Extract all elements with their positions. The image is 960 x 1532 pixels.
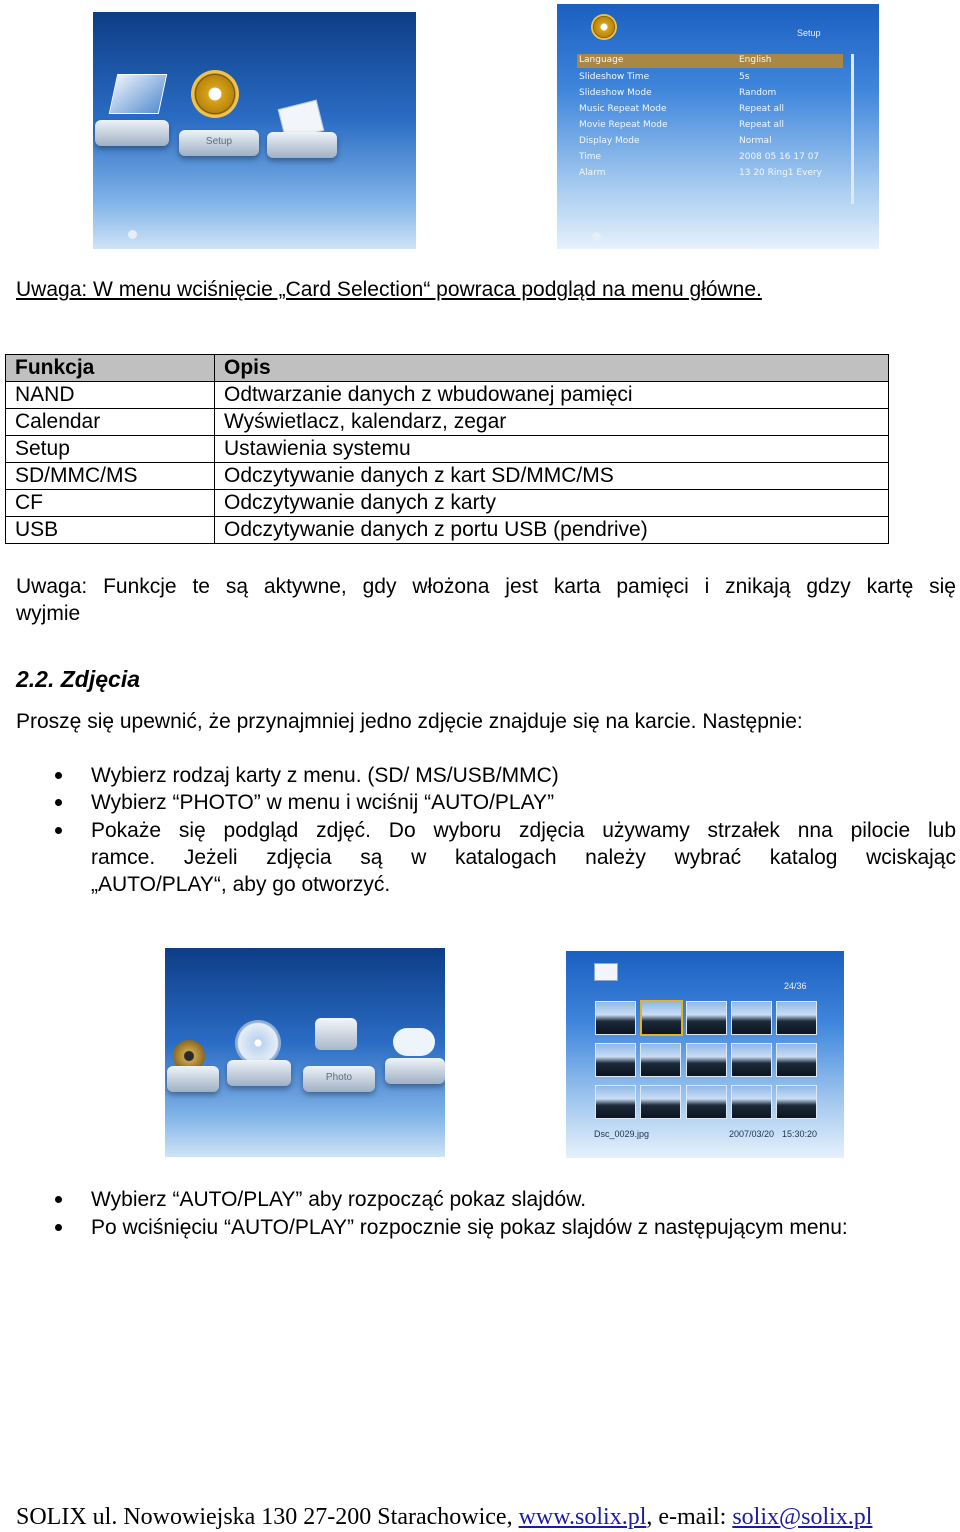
table-cell: SD/MMC/MS <box>6 463 215 490</box>
table-cell: Calendar <box>6 409 215 436</box>
photo-thumbnail[interactable] <box>595 1043 636 1077</box>
setup-menu-header: Setup <box>797 28 821 38</box>
photo-thumbnail[interactable] <box>640 1043 681 1077</box>
footer-email-link[interactable]: solix@solix.pl <box>732 1504 873 1530</box>
pedestal-movie <box>167 1066 219 1092</box>
setup-row[interactable]: Alarm 13 20 Ring1 Every <box>579 168 822 178</box>
footer-address: SOLIX ul. Nowowiejska 130 27-200 Starachowice, <box>16 1504 519 1530</box>
setup-row[interactable]: Slideshow Time 5s <box>579 72 750 82</box>
bullet-text: ramce. Jeżeli zdjęcia są w katalogach należy wybrać katalog wciskając <box>91 846 956 869</box>
table-cell: Odtwarzanie danych z wbudowanej pamięci <box>215 382 889 409</box>
bullet-icon <box>55 799 62 806</box>
screenshot-photo-browser <box>566 951 844 1158</box>
photo-thumbnail[interactable] <box>686 1043 727 1077</box>
gear-icon <box>191 70 239 118</box>
table-header-cell: Opis <box>215 355 889 382</box>
camera-icon <box>315 1018 357 1050</box>
photo-thumbnail[interactable] <box>595 1001 636 1035</box>
setup-row[interactable]: Time 2008 05 16 17 07 <box>579 152 820 162</box>
table-cell: CF <box>6 490 215 517</box>
photo-filename: Dsc_0029.jpg <box>594 1129 650 1139</box>
table-header-cell: Funkcja <box>6 355 215 382</box>
screenshot-setup-main-menu <box>93 12 416 249</box>
note-functions-line1: Uwaga: Funkcje te są aktywne, gdy włożona jest karta pamięci i znikają gdzy kartę się <box>16 575 956 598</box>
bullet-icon <box>55 1196 62 1203</box>
table-cell: Wyświetlacz, kalendarz, zegar <box>215 409 889 436</box>
bullet-text: Wybierz “AUTO/PLAY” aby rozpocząć pokaz slajdów. <box>91 1188 587 1211</box>
photo-thumbnail[interactable] <box>686 1001 727 1035</box>
photo-folder-icon <box>594 963 618 981</box>
setup-row[interactable]: Movie Repeat Mode Repeat all <box>579 120 785 130</box>
setup-row[interactable]: Display Mode Normal <box>579 136 772 146</box>
photo-thumbnail-selected[interactable] <box>640 1000 683 1036</box>
photo-date: 2007/03/20 <box>729 1129 775 1139</box>
table-cell: NAND <box>6 382 215 409</box>
gear-icon <box>591 14 617 40</box>
intro-paragraph: Proszę się upewnić, że przynajmniej jedno zdjęcie znajduje się na karcie. Następnie: <box>16 710 803 733</box>
setup-row[interactable]: Slideshow Mode Random <box>579 88 777 98</box>
cloud-icon <box>393 1028 435 1056</box>
table-cell: USB <box>6 517 215 544</box>
photo-thumbnail[interactable] <box>595 1085 636 1119</box>
table-row <box>6 436 889 463</box>
pedestal-photo <box>303 1066 375 1092</box>
table-header-row <box>6 355 889 382</box>
photo-thumbnail[interactable] <box>776 1085 817 1119</box>
table-cell: Odczytywanie danych z portu USB (pendrive) <box>215 517 889 544</box>
photo-thumbnail[interactable] <box>731 1085 772 1119</box>
note-functions-line2: wyjmie <box>16 602 81 625</box>
table-cell: Setup <box>6 436 215 463</box>
pedestal-left <box>95 120 169 146</box>
screenshot-photo-main-menu <box>165 948 445 1157</box>
footer-email-label: , e-mail: <box>646 1504 733 1530</box>
remote-small-icon <box>128 230 137 239</box>
table-row <box>6 409 889 436</box>
bullet-text: Pokaże się podgląd zdjęć. Do wyboru zdjęcia używamy strzałek nna pilocie lub <box>91 819 956 842</box>
pedestal-right <box>385 1058 445 1084</box>
section-heading: 2.2. Zdjęcia <box>16 666 141 692</box>
setup-row[interactable]: Language English <box>579 55 772 65</box>
photo-time: 15:30:20 <box>782 1129 818 1139</box>
bullet-text: Wybierz rodzaj karty z menu. (SD/ MS/USB/MMC) <box>91 764 559 787</box>
photo-card-icon <box>109 74 168 114</box>
bullet-text: Wybierz “PHOTO” w menu i wciśnij “AUTO/PLAY” <box>91 791 555 814</box>
photo-thumbnail[interactable] <box>640 1085 681 1119</box>
footer-website-link[interactable]: www.solix.pl <box>518 1504 647 1530</box>
table-row <box>6 382 889 409</box>
setup-row[interactable]: Music Repeat Mode Repeat all <box>579 104 785 114</box>
screenshot-setup-menu <box>557 4 879 249</box>
footer <box>16 1502 872 1532</box>
pedestal-music <box>227 1060 291 1086</box>
photo-button-label: Photo <box>325 1072 353 1083</box>
bullet-icon <box>55 827 62 834</box>
bullet-icon <box>55 772 62 779</box>
table-cell: Ustawienia systemu <box>215 436 889 463</box>
setup-button-label: Setup <box>205 136 233 147</box>
photo-counter: 24/36 <box>784 981 807 991</box>
table-cell: Odczytywanie danych z kart SD/MMC/MS <box>215 463 889 490</box>
photo-thumbnail[interactable] <box>686 1085 727 1119</box>
bullet-icon <box>55 1224 62 1231</box>
photo-thumbnail[interactable] <box>731 1043 772 1077</box>
pedestal-setup <box>179 130 259 156</box>
table-row <box>6 463 889 490</box>
photo-thumbnail[interactable] <box>776 1043 817 1077</box>
photo-thumbnail[interactable] <box>731 1001 772 1035</box>
scrollbar[interactable] <box>851 54 854 204</box>
remote-small-icon <box>592 232 601 241</box>
function-table <box>5 354 889 544</box>
table-row <box>6 490 889 517</box>
note-card-selection: Uwaga: W menu wciśnięcie „Card Selection“ powraca podgląd na menu główne. <box>16 278 762 301</box>
table-row <box>6 517 889 544</box>
bullet-text: „AUTO/PLAY“, aby go otworzyć. <box>91 873 391 896</box>
photo-thumbnail[interactable] <box>776 1001 817 1035</box>
table-cell: Odczytywanie danych z karty <box>215 490 889 517</box>
pedestal-right <box>267 132 337 158</box>
bullet-text: Po wciśnięciu “AUTO/PLAY” rozpocznie się pokaz slajdów z następującym menu: <box>91 1216 848 1239</box>
